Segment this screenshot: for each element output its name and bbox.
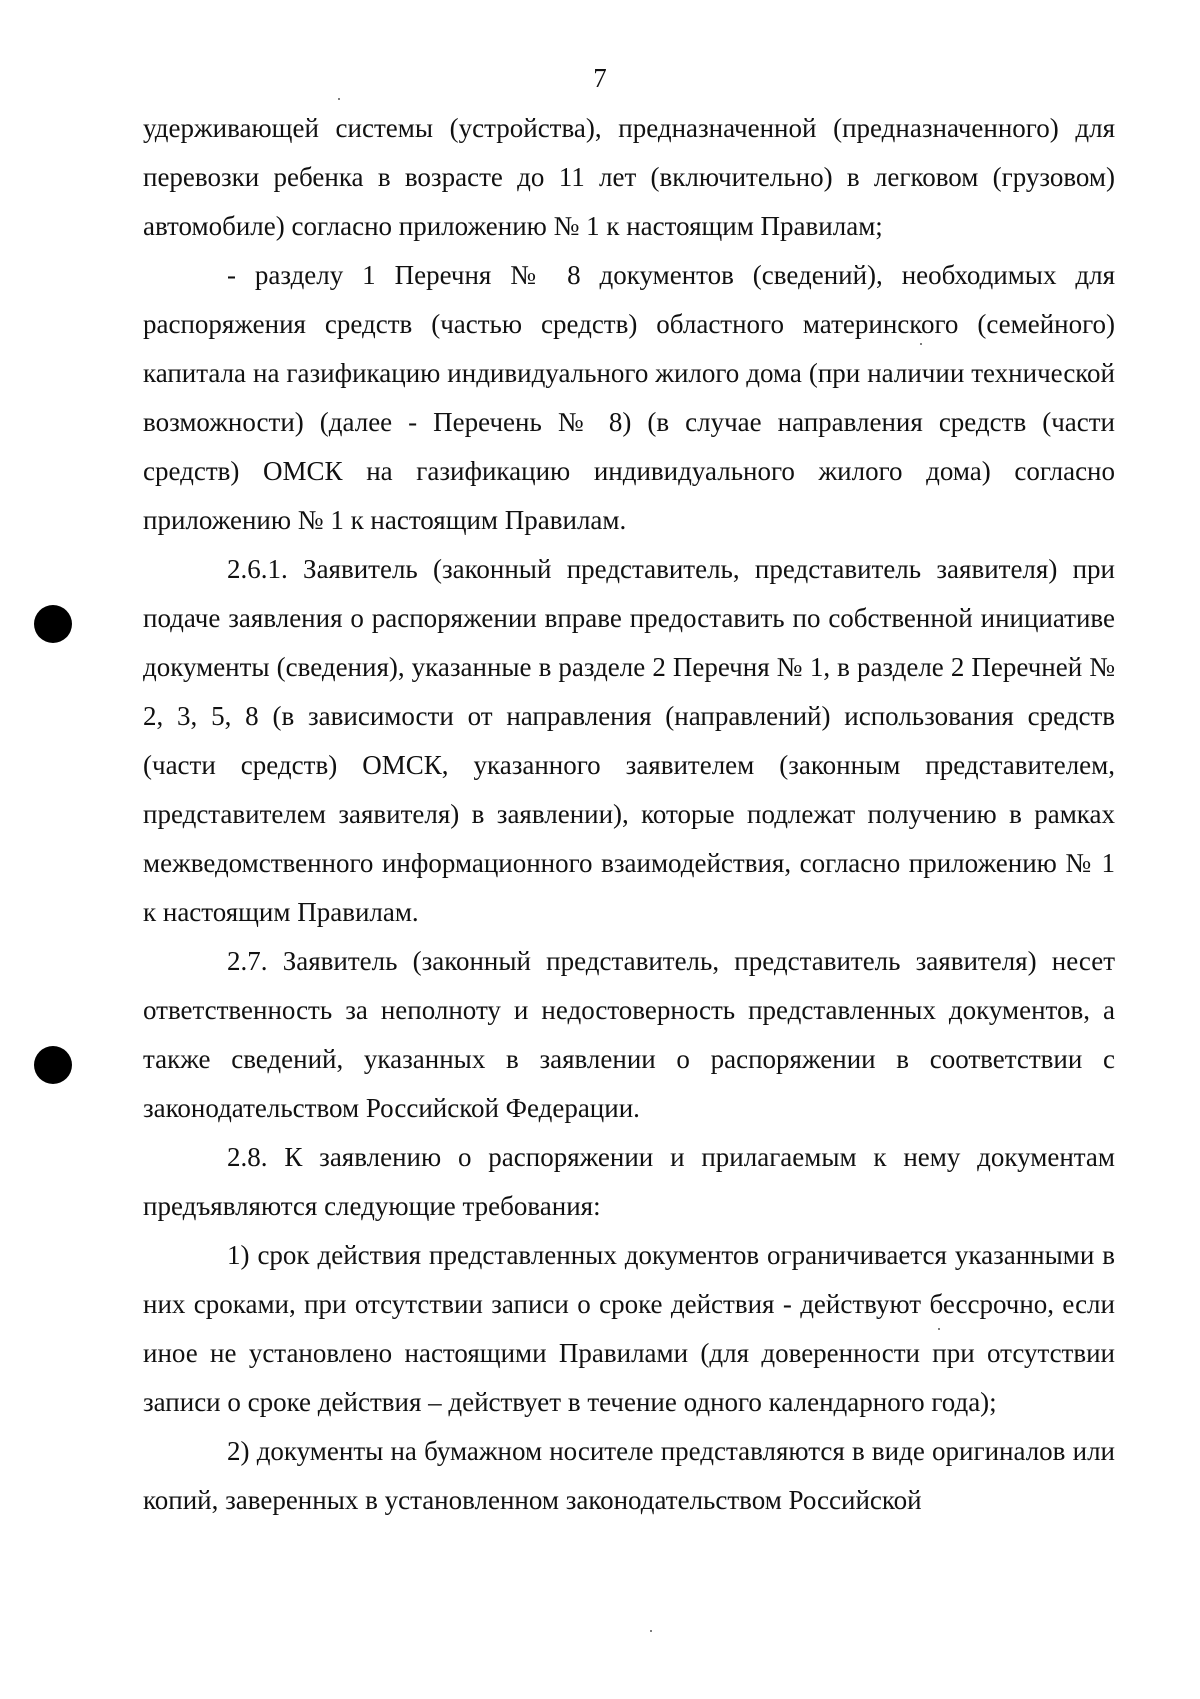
paragraph-2-6-1: 2.6.1. Заявитель (законный представитель, представитель заявителя) при подаче заявления о распоряжении вправе предоставить по собственной инициативе документы (сведения), указанные в разделе 2 Перечня № 1, в разделе 2 Перечней № 2, 3, 5, 8 (в зависимости от направления (направлений) использования средств (части средств) ОМСК, указанного заявителем (законным представителем, представителем заявителя) в заявлении), которые подлежат получению в рамках межведомственного информационного взаимодействия, согласно приложению № 1 к настоящим Правилам. (143, 554, 1115, 927)
scan-speck (338, 98, 340, 100)
paragraph-requirement-1: 1) срок действия представленных документов ограничивается указанными в них сроками, при отсутствии записи о сроке действия - действуют бессрочно, если иное не установлено настоящими Правилами (для доверенности при отсутствии записи о сроке действия – действует в течение одного календарного года); (143, 1240, 1115, 1417)
punch-hole-mark (34, 605, 72, 643)
page-number: 7 (593, 63, 607, 93)
paragraph-requirement-2: 2) документы на бумажном носителе представляются в виде оригиналов или копий, заверенных в установленном законодательством Российской (143, 1436, 1115, 1515)
paragraph-2-7: 2.7. Заявитель (законный представитель, представитель заявителя) несет ответственность за неполноту и недостоверность представленных документов, а также сведений, указанных в заявлении о распоряжении в соответствии с законодательством Российской Федерации. (143, 946, 1115, 1123)
paragraph-2-8: 2.8. К заявлению о распоряжении и прилагаемым к нему документам предъявляются следующие требования: (143, 1142, 1115, 1221)
scan-speck (650, 1630, 652, 1632)
document-body (143, 104, 1115, 1525)
paragraph-list-item-section-1: - разделу 1 Перечня № 8 документов (сведений), необходимых для распоряжения средств (частью средств) областного материнского (семейного) капитала на газификацию индивидуального жилого дома (при наличии технической возможности) (далее - Перечень № 8) (в случае направления средств (части средств) ОМСК на газификацию индивидуального жилого дома) согласно приложению № 1 к настоящим Правилам. (143, 260, 1115, 535)
punch-hole-mark (34, 1046, 72, 1084)
paragraph-continuation: удерживающей системы (устройства), предназначенной (предназначенного) для перевозки ребенка в возрасте до 11 лет (включительно) в легковом (грузовом) автомобиле) согласно приложению № 1 к настоящим Правилам; (143, 113, 1115, 241)
